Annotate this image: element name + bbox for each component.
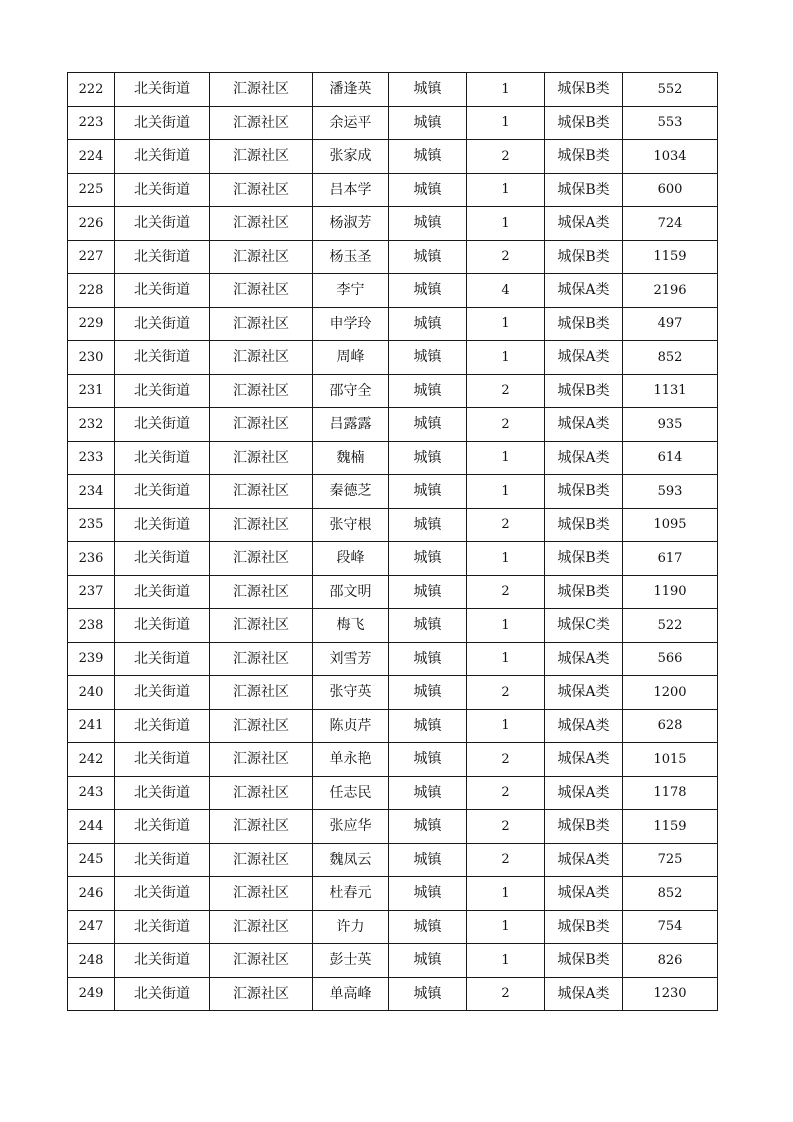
household-type-cell: 城镇	[389, 240, 467, 274]
community-cell: 汇源社区	[210, 207, 313, 241]
street-cell: 北关街道	[115, 977, 210, 1011]
table-row	[68, 609, 718, 643]
row-number-cell: 223	[68, 106, 115, 140]
name-cell: 魏楠	[313, 441, 389, 475]
table-row	[68, 341, 718, 375]
community-cell: 汇源社区	[210, 274, 313, 308]
household-type-cell: 城镇	[389, 106, 467, 140]
community-cell: 汇源社区	[210, 508, 313, 542]
category-cell: 城保B类	[545, 73, 623, 107]
row-number-cell: 236	[68, 542, 115, 576]
amount-cell: 617	[623, 542, 718, 576]
name-cell: 单永艳	[313, 743, 389, 777]
community-cell: 汇源社区	[210, 676, 313, 710]
person-count-cell: 1	[467, 307, 545, 341]
street-cell: 北关街道	[115, 240, 210, 274]
community-cell: 汇源社区	[210, 977, 313, 1011]
amount-cell: 852	[623, 877, 718, 911]
household-type-cell: 城镇	[389, 743, 467, 777]
household-type-cell: 城镇	[389, 441, 467, 475]
person-count-cell: 2	[467, 575, 545, 609]
row-number-cell: 249	[68, 977, 115, 1011]
amount-cell: 497	[623, 307, 718, 341]
household-type-cell: 城镇	[389, 542, 467, 576]
community-cell: 汇源社区	[210, 307, 313, 341]
household-type-cell: 城镇	[389, 609, 467, 643]
category-cell: 城保B类	[545, 944, 623, 978]
amount-cell: 1159	[623, 240, 718, 274]
street-cell: 北关街道	[115, 73, 210, 107]
street-cell: 北关街道	[115, 642, 210, 676]
community-cell: 汇源社区	[210, 106, 313, 140]
table-row	[68, 843, 718, 877]
row-number-cell: 232	[68, 408, 115, 442]
table-row	[68, 173, 718, 207]
household-type-cell: 城镇	[389, 676, 467, 710]
table-row	[68, 743, 718, 777]
name-cell: 潘逢英	[313, 73, 389, 107]
category-cell: 城保B类	[545, 575, 623, 609]
amount-cell: 725	[623, 843, 718, 877]
table-row	[68, 106, 718, 140]
amount-cell: 600	[623, 173, 718, 207]
table-row	[68, 877, 718, 911]
person-count-cell: 2	[467, 508, 545, 542]
street-cell: 北关街道	[115, 676, 210, 710]
row-number-cell: 235	[68, 508, 115, 542]
household-type-cell: 城镇	[389, 877, 467, 911]
row-number-cell: 237	[68, 575, 115, 609]
name-cell: 邵文明	[313, 575, 389, 609]
street-cell: 北关街道	[115, 776, 210, 810]
row-number-cell: 222	[68, 73, 115, 107]
amount-cell: 566	[623, 642, 718, 676]
household-type-cell: 城镇	[389, 475, 467, 509]
amount-cell: 614	[623, 441, 718, 475]
amount-cell: 754	[623, 910, 718, 944]
community-cell: 汇源社区	[210, 374, 313, 408]
row-number-cell: 227	[68, 240, 115, 274]
community-cell: 汇源社区	[210, 140, 313, 174]
street-cell: 北关街道	[115, 307, 210, 341]
household-type-cell: 城镇	[389, 508, 467, 542]
table-body	[68, 73, 718, 1011]
name-cell: 李宁	[313, 274, 389, 308]
household-type-cell: 城镇	[389, 910, 467, 944]
category-cell: 城保A类	[545, 743, 623, 777]
amount-cell: 1034	[623, 140, 718, 174]
table-row	[68, 240, 718, 274]
amount-cell: 552	[623, 73, 718, 107]
category-cell: 城保B类	[545, 542, 623, 576]
name-cell: 杜春元	[313, 877, 389, 911]
household-type-cell: 城镇	[389, 408, 467, 442]
row-number-cell: 241	[68, 709, 115, 743]
name-cell: 张家成	[313, 140, 389, 174]
category-cell: 城保A类	[545, 441, 623, 475]
name-cell: 杨淑芳	[313, 207, 389, 241]
household-type-cell: 城镇	[389, 374, 467, 408]
row-number-cell: 225	[68, 173, 115, 207]
community-cell: 汇源社区	[210, 609, 313, 643]
person-count-cell: 1	[467, 475, 545, 509]
table-row	[68, 374, 718, 408]
household-type-cell: 城镇	[389, 810, 467, 844]
street-cell: 北关街道	[115, 709, 210, 743]
street-cell: 北关街道	[115, 106, 210, 140]
row-number-cell: 244	[68, 810, 115, 844]
name-cell: 许力	[313, 910, 389, 944]
amount-cell: 2196	[623, 274, 718, 308]
person-count-cell: 1	[467, 341, 545, 375]
amount-cell: 1230	[623, 977, 718, 1011]
table-row	[68, 709, 718, 743]
amount-cell: 852	[623, 341, 718, 375]
table-row	[68, 910, 718, 944]
community-cell: 汇源社区	[210, 240, 313, 274]
table-row	[68, 73, 718, 107]
table-row	[68, 307, 718, 341]
street-cell: 北关街道	[115, 508, 210, 542]
category-cell: 城保B类	[545, 240, 623, 274]
household-type-cell: 城镇	[389, 173, 467, 207]
name-cell: 魏凤云	[313, 843, 389, 877]
row-number-cell: 248	[68, 944, 115, 978]
row-number-cell: 230	[68, 341, 115, 375]
amount-cell: 1095	[623, 508, 718, 542]
table-row	[68, 408, 718, 442]
street-cell: 北关街道	[115, 843, 210, 877]
category-cell: 城保C类	[545, 609, 623, 643]
row-number-cell: 224	[68, 140, 115, 174]
row-number-cell: 229	[68, 307, 115, 341]
street-cell: 北关街道	[115, 910, 210, 944]
person-count-cell: 1	[467, 944, 545, 978]
category-cell: 城保B类	[545, 910, 623, 944]
person-count-cell: 2	[467, 240, 545, 274]
category-cell: 城保B类	[545, 508, 623, 542]
street-cell: 北关街道	[115, 810, 210, 844]
person-count-cell: 1	[467, 709, 545, 743]
category-cell: 城保B类	[545, 307, 623, 341]
row-number-cell: 247	[68, 910, 115, 944]
person-count-cell: 1	[467, 106, 545, 140]
table-row	[68, 508, 718, 542]
name-cell: 陈贞芹	[313, 709, 389, 743]
amount-cell: 1178	[623, 776, 718, 810]
community-cell: 汇源社区	[210, 441, 313, 475]
amount-cell: 553	[623, 106, 718, 140]
amount-cell: 593	[623, 475, 718, 509]
table-row	[68, 140, 718, 174]
street-cell: 北关街道	[115, 475, 210, 509]
person-count-cell: 2	[467, 776, 545, 810]
amount-cell: 724	[623, 207, 718, 241]
table-row	[68, 977, 718, 1011]
community-cell: 汇源社区	[210, 575, 313, 609]
household-type-cell: 城镇	[389, 73, 467, 107]
person-count-cell: 2	[467, 810, 545, 844]
community-cell: 汇源社区	[210, 944, 313, 978]
street-cell: 北关街道	[115, 374, 210, 408]
category-cell: 城保A类	[545, 207, 623, 241]
household-type-cell: 城镇	[389, 642, 467, 676]
category-cell: 城保B类	[545, 173, 623, 207]
person-count-cell: 1	[467, 441, 545, 475]
name-cell: 杨玉圣	[313, 240, 389, 274]
community-cell: 汇源社区	[210, 843, 313, 877]
category-cell: 城保A类	[545, 877, 623, 911]
household-type-cell: 城镇	[389, 843, 467, 877]
street-cell: 北关街道	[115, 140, 210, 174]
table-row	[68, 274, 718, 308]
person-count-cell: 1	[467, 207, 545, 241]
name-cell: 任志民	[313, 776, 389, 810]
person-count-cell: 2	[467, 676, 545, 710]
street-cell: 北关街道	[115, 207, 210, 241]
table-row	[68, 810, 718, 844]
community-cell: 汇源社区	[210, 542, 313, 576]
table-row	[68, 642, 718, 676]
category-cell: 城保B类	[545, 810, 623, 844]
amount-cell: 1015	[623, 743, 718, 777]
household-type-cell: 城镇	[389, 776, 467, 810]
category-cell: 城保B类	[545, 374, 623, 408]
row-number-cell: 240	[68, 676, 115, 710]
row-number-cell: 234	[68, 475, 115, 509]
name-cell: 梅飞	[313, 609, 389, 643]
street-cell: 北关街道	[115, 743, 210, 777]
name-cell: 张守根	[313, 508, 389, 542]
name-cell: 周峰	[313, 341, 389, 375]
row-number-cell: 243	[68, 776, 115, 810]
amount-cell: 826	[623, 944, 718, 978]
row-number-cell: 242	[68, 743, 115, 777]
community-cell: 汇源社区	[210, 877, 313, 911]
community-cell: 汇源社区	[210, 73, 313, 107]
category-cell: 城保B类	[545, 106, 623, 140]
person-count-cell: 1	[467, 642, 545, 676]
amount-cell: 1200	[623, 676, 718, 710]
amount-cell: 935	[623, 408, 718, 442]
amount-cell: 1159	[623, 810, 718, 844]
street-cell: 北关街道	[115, 441, 210, 475]
category-cell: 城保A类	[545, 709, 623, 743]
category-cell: 城保B类	[545, 475, 623, 509]
street-cell: 北关街道	[115, 274, 210, 308]
name-cell: 吕露露	[313, 408, 389, 442]
community-cell: 汇源社区	[210, 173, 313, 207]
name-cell: 刘雪芳	[313, 642, 389, 676]
street-cell: 北关街道	[115, 542, 210, 576]
household-type-cell: 城镇	[389, 307, 467, 341]
community-cell: 汇源社区	[210, 709, 313, 743]
person-count-cell: 1	[467, 73, 545, 107]
name-cell: 张应华	[313, 810, 389, 844]
person-count-cell: 2	[467, 843, 545, 877]
person-count-cell: 2	[467, 977, 545, 1011]
category-cell: 城保A类	[545, 408, 623, 442]
street-cell: 北关街道	[115, 609, 210, 643]
name-cell: 张守英	[313, 676, 389, 710]
household-type-cell: 城镇	[389, 341, 467, 375]
street-cell: 北关街道	[115, 341, 210, 375]
table-row	[68, 776, 718, 810]
amount-cell: 522	[623, 609, 718, 643]
name-cell: 余运平	[313, 106, 389, 140]
person-count-cell: 2	[467, 374, 545, 408]
community-cell: 汇源社区	[210, 810, 313, 844]
person-count-cell: 1	[467, 542, 545, 576]
household-type-cell: 城镇	[389, 977, 467, 1011]
amount-cell: 1190	[623, 575, 718, 609]
community-cell: 汇源社区	[210, 408, 313, 442]
table-row	[68, 944, 718, 978]
name-cell: 彭士英	[313, 944, 389, 978]
community-cell: 汇源社区	[210, 642, 313, 676]
street-cell: 北关街道	[115, 173, 210, 207]
category-cell: 城保A类	[545, 274, 623, 308]
community-cell: 汇源社区	[210, 910, 313, 944]
row-number-cell: 231	[68, 374, 115, 408]
category-cell: 城保A类	[545, 776, 623, 810]
table-row	[68, 441, 718, 475]
person-count-cell: 1	[467, 609, 545, 643]
amount-cell: 1131	[623, 374, 718, 408]
household-type-cell: 城镇	[389, 944, 467, 978]
street-cell: 北关街道	[115, 944, 210, 978]
name-cell: 段峰	[313, 542, 389, 576]
community-cell: 汇源社区	[210, 475, 313, 509]
row-number-cell: 238	[68, 609, 115, 643]
person-count-cell: 2	[467, 743, 545, 777]
category-cell: 城保A类	[545, 843, 623, 877]
table-row	[68, 575, 718, 609]
person-count-cell: 2	[467, 140, 545, 174]
table-row	[68, 475, 718, 509]
category-cell: 城保A类	[545, 676, 623, 710]
row-number-cell: 246	[68, 877, 115, 911]
name-cell: 单高峰	[313, 977, 389, 1011]
street-cell: 北关街道	[115, 877, 210, 911]
person-count-cell: 2	[467, 408, 545, 442]
table-row	[68, 676, 718, 710]
row-number-cell: 245	[68, 843, 115, 877]
person-count-cell: 1	[467, 910, 545, 944]
person-count-cell: 1	[467, 877, 545, 911]
name-cell: 申学玲	[313, 307, 389, 341]
data-table	[67, 72, 718, 1011]
row-number-cell: 228	[68, 274, 115, 308]
category-cell: 城保A类	[545, 977, 623, 1011]
household-type-cell: 城镇	[389, 575, 467, 609]
name-cell: 邵守全	[313, 374, 389, 408]
name-cell: 吕本学	[313, 173, 389, 207]
category-cell: 城保A类	[545, 341, 623, 375]
community-cell: 汇源社区	[210, 776, 313, 810]
table-row	[68, 207, 718, 241]
street-cell: 北关街道	[115, 575, 210, 609]
household-type-cell: 城镇	[389, 207, 467, 241]
person-count-cell: 1	[467, 173, 545, 207]
row-number-cell: 239	[68, 642, 115, 676]
category-cell: 城保B类	[545, 140, 623, 174]
household-type-cell: 城镇	[389, 140, 467, 174]
name-cell: 秦德芝	[313, 475, 389, 509]
community-cell: 汇源社区	[210, 341, 313, 375]
community-cell: 汇源社区	[210, 743, 313, 777]
street-cell: 北关街道	[115, 408, 210, 442]
row-number-cell: 226	[68, 207, 115, 241]
row-number-cell: 233	[68, 441, 115, 475]
household-type-cell: 城镇	[389, 274, 467, 308]
person-count-cell: 4	[467, 274, 545, 308]
category-cell: 城保A类	[545, 642, 623, 676]
table-row	[68, 542, 718, 576]
household-type-cell: 城镇	[389, 709, 467, 743]
amount-cell: 628	[623, 709, 718, 743]
